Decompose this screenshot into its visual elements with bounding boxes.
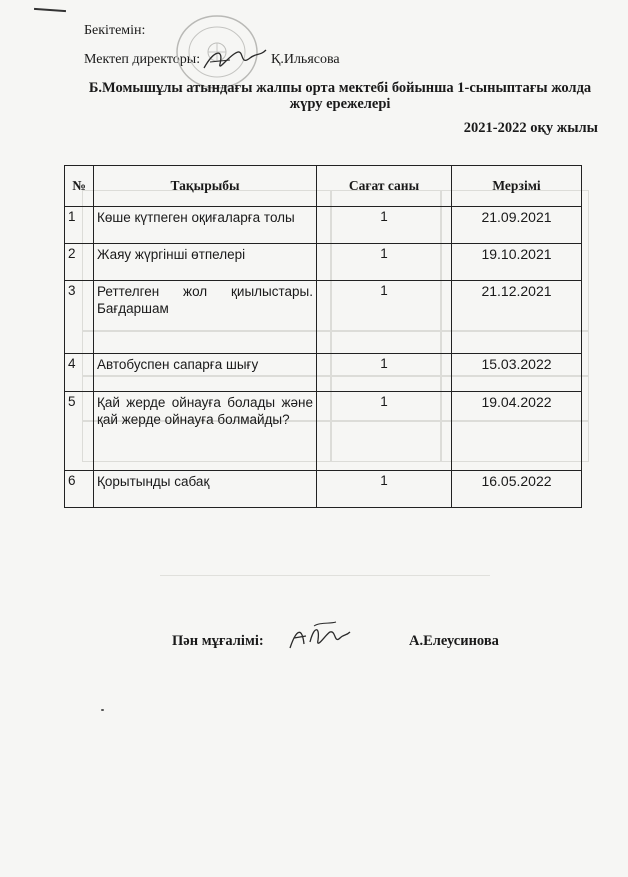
row-number: 6 (65, 471, 94, 508)
header-date: Мерзімі (452, 166, 582, 207)
row-number: 2 (65, 244, 94, 281)
approval-label: Бекітемін: (84, 23, 146, 38)
row-topic: Жаяу жүргінші өтпелері (94, 244, 317, 281)
table-row (65, 281, 582, 354)
director-label: Мектеп директоры: (84, 52, 201, 67)
teacher-signature (286, 620, 352, 656)
table-row (65, 471, 582, 508)
row-hours: 1 (317, 354, 452, 392)
row-number: 5 (65, 392, 94, 471)
table-row (65, 207, 582, 244)
row-hours: 1 (317, 392, 452, 471)
speck (101, 709, 104, 711)
row-number: 3 (65, 281, 94, 354)
academic-year: 2021-2022 оқу жылы (463, 120, 598, 136)
director-name: Қ.Ильясова (271, 52, 340, 67)
row-date: 16.05.2022 (452, 471, 582, 508)
table-row (65, 392, 582, 471)
row-topic: Қорытынды сабақ (94, 471, 317, 508)
table-header-row (65, 166, 582, 207)
row-date: 21.12.2021 (452, 281, 582, 354)
teacher-name: А.Елеусинова (409, 633, 499, 649)
teacher-label: Пән мұғалімі: (172, 633, 264, 649)
director-signature (200, 42, 270, 77)
row-topic: Автобуспен сапарға шығу (94, 354, 317, 392)
row-topic: Қай жерде ойнауға болады және қай жерде ойнауға болмайды? (94, 392, 317, 471)
header-hours: Сағат саны (317, 166, 452, 207)
row-hours: 1 (317, 207, 452, 244)
table-row (65, 244, 582, 281)
row-hours: 1 (317, 281, 452, 354)
row-date: 19.10.2021 (452, 244, 582, 281)
schedule-table (64, 165, 582, 508)
scan-mark (34, 8, 66, 12)
row-number: 4 (65, 354, 94, 392)
row-hours: 1 (317, 471, 452, 508)
header-number: № (65, 166, 94, 207)
row-date: 15.03.2022 (452, 354, 582, 392)
row-topic: Реттелген жол қиылыстары. Бағдаршам (94, 281, 317, 354)
row-topic: Көше күтпеген оқиғаларға толы (94, 207, 317, 244)
header-topic: Тақырыбы (94, 166, 317, 207)
row-number: 1 (65, 207, 94, 244)
row-date: 21.09.2021 (452, 207, 582, 244)
table-row (65, 354, 582, 392)
row-hours: 1 (317, 244, 452, 281)
row-date: 19.04.2022 (452, 392, 582, 471)
document-title: Б.Момышұлы атындағы жалпы орта мектебі бойынша 1-сыныптағы жолда жүру ережелері (88, 80, 592, 112)
